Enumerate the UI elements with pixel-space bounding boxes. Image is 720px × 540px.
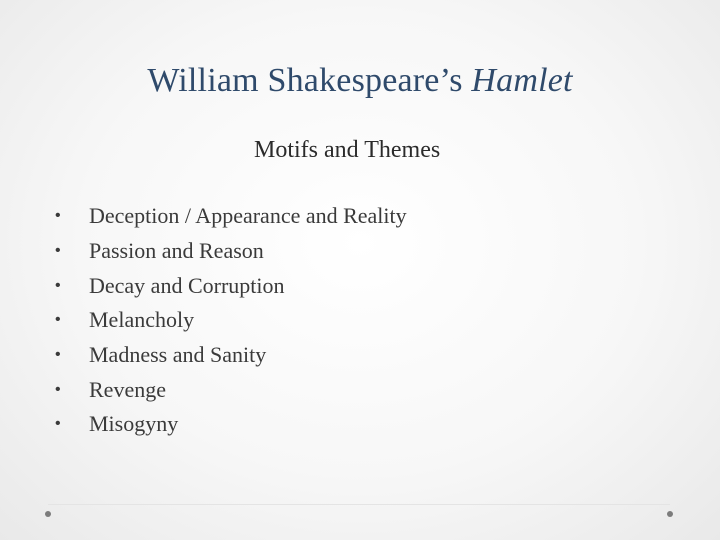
bullet-icon: • [55,380,61,398]
bullet-text: Decay and Corruption [89,272,285,298]
bullet-icon: • [55,346,61,364]
bullet-text: Deception / Appearance and Reality [89,203,407,229]
bullet-text: Melancholy [89,307,195,333]
decor-dot-right-icon [667,511,673,517]
bullet-icon: • [55,415,61,433]
bullet-item [55,199,407,234]
slide-title [0,62,720,100]
bullet-item [55,407,407,442]
bullet-item [55,372,407,407]
bullet-item [55,303,407,338]
bullet-icon: • [55,311,61,329]
bullet-text: Misogyny [89,411,179,437]
bullet-item [55,268,407,303]
bullet-text: Passion and Reason [89,238,264,264]
theme-bullet-list [55,199,407,442]
bullet-text: Revenge [89,376,166,402]
bullet-icon: • [55,242,61,260]
bullet-item [55,338,407,373]
bullet-text: Madness and Sanity [89,342,267,368]
decor-dot-left-icon [45,511,51,517]
slide-subtitle: Motifs and Themes [254,137,441,163]
bullet-icon: • [55,276,61,294]
title-emphasis-text: Hamlet [471,62,573,99]
bullet-icon: • [55,207,61,225]
bullet-item [55,234,407,269]
title-main-text: William Shakespeare’s [147,62,472,99]
slide-frame-line [48,504,670,505]
